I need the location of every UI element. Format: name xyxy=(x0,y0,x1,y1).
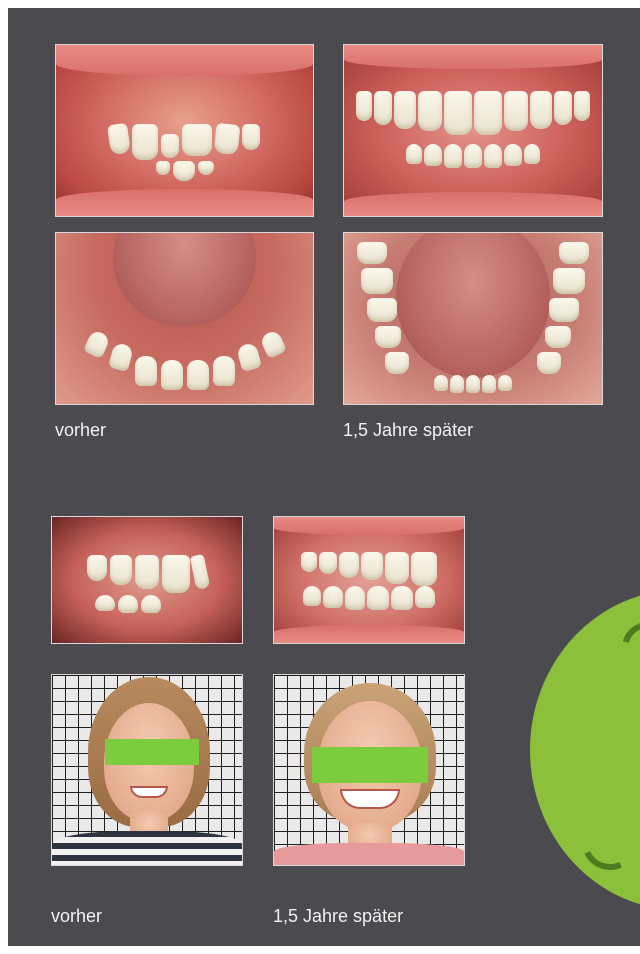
lateral-teeth xyxy=(63,555,230,593)
mouth-lower-arch-after xyxy=(344,233,602,404)
photo-lower-arch-after xyxy=(343,232,603,405)
eye-censor-bar xyxy=(312,747,428,783)
photo-portrait-after xyxy=(273,674,465,866)
pink-shirt xyxy=(274,843,464,865)
photo-lateral-bite-before xyxy=(51,516,243,644)
front-teeth xyxy=(416,375,530,393)
mouth-lateral-after xyxy=(274,517,464,643)
photo-frontal-bite-after xyxy=(343,44,603,217)
striped-shirt xyxy=(52,831,242,865)
tongue xyxy=(113,232,257,327)
portrait-grid-background xyxy=(274,675,464,865)
photo-lower-arch-before xyxy=(55,232,314,405)
lower-teeth xyxy=(77,161,293,181)
mouth-frontal-before xyxy=(56,45,313,216)
caption-bottom-after: 1,5 Jahre später xyxy=(273,906,404,926)
arch-left-teeth xyxy=(357,242,409,396)
arch-right-teeth xyxy=(538,242,590,396)
caption-top-before: vorher xyxy=(55,420,107,440)
upper-teeth xyxy=(77,124,293,160)
decorative-green-circle xyxy=(530,590,640,910)
decorative-arc xyxy=(612,612,640,683)
photo-frontal-bite-before xyxy=(55,44,314,217)
lower-teeth xyxy=(282,586,457,610)
decorative-arc xyxy=(574,806,640,878)
upper-teeth xyxy=(282,552,457,586)
caption-bottom-before: vorher xyxy=(51,906,103,926)
treatment-comparison-panel xyxy=(8,8,640,946)
photo-lateral-bite-after xyxy=(273,516,465,644)
portrait-grid-background xyxy=(52,675,242,865)
photo-portrait-before xyxy=(51,674,243,866)
eye-censor-bar xyxy=(105,739,199,765)
lower-arch-teeth xyxy=(82,332,288,390)
mouth-lateral-before xyxy=(52,517,242,643)
upper-teeth xyxy=(354,91,591,135)
mouth-lower-arch-before xyxy=(56,233,313,404)
mouth-frontal-after xyxy=(344,45,602,216)
tongue xyxy=(396,232,551,378)
caption-top-after: 1,5 Jahre später xyxy=(343,420,474,440)
lower-teeth xyxy=(370,144,576,168)
smile xyxy=(130,786,168,798)
